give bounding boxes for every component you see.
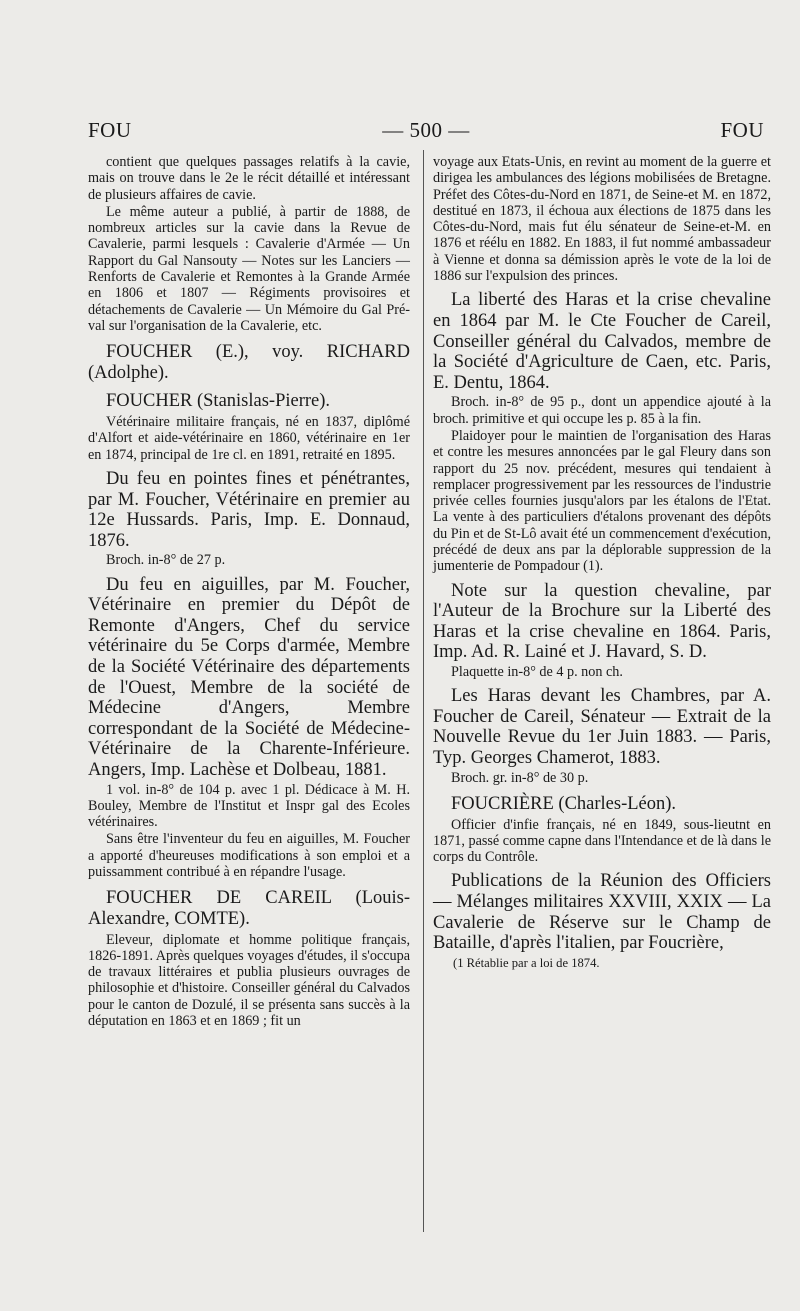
paragraph: Eleveur, diplomate et homme politique français, 1826-1891. Après quelques voyages d'études, il s'occupa de travaux littéraires et publia plusieurs ouvrages de philosophie et d'histoire. Conseiller général du Calvados pour le canton de Dozulé, il se présenta sans succès à la députation en 1863 et en 1869 ; fit un	[88, 931, 410, 1029]
paragraph: Broch. in-8° de 95 p., dont un appendice ajouté à la broch. primitive et qui occupe les p. 85 à la fin.	[433, 394, 771, 427]
paragraph: voyage aux Etats-Unis, en revint au moment de la guerre et dirigea les ambulances des légions mobilisées de Bretagne. Préfet des Côtes-du-Nord en 1871, de Seine-et M. en 1872, destitué en 1873, il échoua aux élections de 1875 dans les Côtes-du-Nord, mais fut élu sénateur de Seine-et-M. en 1876 et réélu en 1882. En 1883, il fut nommé ambassadeur à Vienne et donna sa démission après le vote de la loi de 1886 sur l'expulsion des princes.	[433, 154, 771, 285]
paragraph: Broch. in-8° de 27 p.	[106, 552, 226, 569]
left-column	[88, 152, 410, 1029]
column-divider	[423, 150, 424, 1232]
title-entry: La liberté des Haras et la crise chevaline en 1864 par M. le Cte Foucher de Careil, Conseiller général du Calvados, membre de la Société d'Agriculture de Caen, etc. Paris, E. Dentu, 1864.	[433, 290, 771, 393]
title-entry: Les Haras devant les Chambres, par A. Foucher de Careil, Sénateur — Extrait de la Nouvelle Revue du 1er Juin 1883. — Paris, Typ. Georges Chamerot, 1883.	[433, 686, 771, 769]
entry-heading: FOUCHER (Stanislas-Pierre).	[106, 391, 331, 412]
paragraph: Vétérinaire militaire français, né en 1837, diplômé d'Alfort et aide-vétérinaire en 1860, vétérinaire en 1er en 1874, principal de 1re cl. en 1891, retraité en 1895.	[88, 414, 410, 463]
right-column	[433, 152, 771, 971]
running-header	[88, 118, 764, 143]
entry-heading: FOUCHER (E.), voy. RICHARD (Adolphe).	[88, 342, 410, 383]
paragraph: Sans être l'inventeur du feu en aiguilles, M. Foucher a apporté d'heureuses modifications à son emploi et a puissamment contribué à en répandre l'usage.	[88, 831, 410, 881]
footnote: (1 Rétablie par a loi de 1874.	[453, 955, 600, 970]
title-entry: Note sur la question chevaline, par l'Auteur de la Brochure sur la Liberté des Haras et la crise chevaline en 1864. Paris, Imp. Ad. R. Lainé et J. Havard, S. D.	[433, 580, 771, 663]
header-left: FOU	[88, 118, 132, 142]
entry-heading: FOUCRIÈRE (Charles-Léon).	[451, 793, 677, 814]
paragraph: Plaquette in-8° de 4 p. non ch.	[451, 663, 623, 680]
title-entry: Publications de la Réunion des Officiers — Mélanges militaires XXVIII, XXIX — La Cavalerie de Réserve sur le Champ de Bataille, d'après l'italien, par Foucrière,	[433, 871, 771, 954]
title-entry: Du feu en pointes fines et pénétrantes, par M. Foucher, Vétérinaire en premier au 12e Hussards. Paris, Imp. E. Donnaud, 1876.	[88, 468, 410, 551]
header-right: FOU	[720, 118, 764, 142]
paragraph: contient que quelques passages relatifs à la cavie, mais on trouve dans le 2e le récit détaillé et intéressant de plusieurs affaires de cavie.	[88, 154, 410, 203]
entry-heading: FOUCHER DE CAREIL (Louis-Alexandre, COMTE).	[88, 888, 410, 929]
paragraph: Plaidoyer pour le maintien de l'organisation des Haras et contre les mesures annoncées par le gal Fleury dans son rapport du 25 nov. précédent, mesures qui tendaient à remplacer progressivement par les ressources de l'industrie privée celles fournies jusqu'alors par les étalons de l'Etat. La vente à des particuliers d'étalons provenant des dépôts du Pin et de St-Lô avait été un commencement d'exécution, précédé de deux ans par la déplorable suppression de la jumenterie de Pompadour (1).	[433, 427, 771, 575]
title-entry: Du feu en aiguilles, par M. Foucher, Vétérinaire en premier du Dépôt de Remonte d'Angers, Chef du service vétérinaire du 5e Corps d'armée, Membre de la Société Vétérinaire des départements de l'Ouest, Membre de la société de Médecine d'Angers, Membre correspondant de la Société de Médecine-Vétérinaire de la Charente-Inférieure. Angers, Imp. Lachèse et Dolbeau, 1881.	[88, 574, 410, 780]
paragraph: Officier d'infie français, né en 1849, sous-lieutnt en 1871, passé comme capne dans l'Intendance et de là dans le corps du Contrôle.	[433, 816, 771, 866]
paragraph: 1 vol. in-8° de 104 p. avec 1 pl. Dédicace à M. H. Bouley, Membre de l'Institut et Inspr gal des Ecoles vétérinaires.	[88, 781, 410, 831]
paragraph: Le même auteur a publié, à partir de 1888, de nombreux articles sur la cavie dans la Revue de Cavalerie, parmi lesquels : Cavalerie d'Armée — Un Rapport du Gal Nansouty — Notes sur les Lanciers — Renforts de Cavalerie et Remontes à la Grande Armée en 1806 et 1807 — Régiments provisoires et détachements de Cavalerie — Un Mémoire du Gal Pré-val sur l'organisation de la Cavalerie, etc.	[88, 203, 410, 334]
paragraph: Broch. gr. in-8° de 30 p.	[451, 769, 589, 786]
page-number: — 500 —	[382, 118, 470, 142]
